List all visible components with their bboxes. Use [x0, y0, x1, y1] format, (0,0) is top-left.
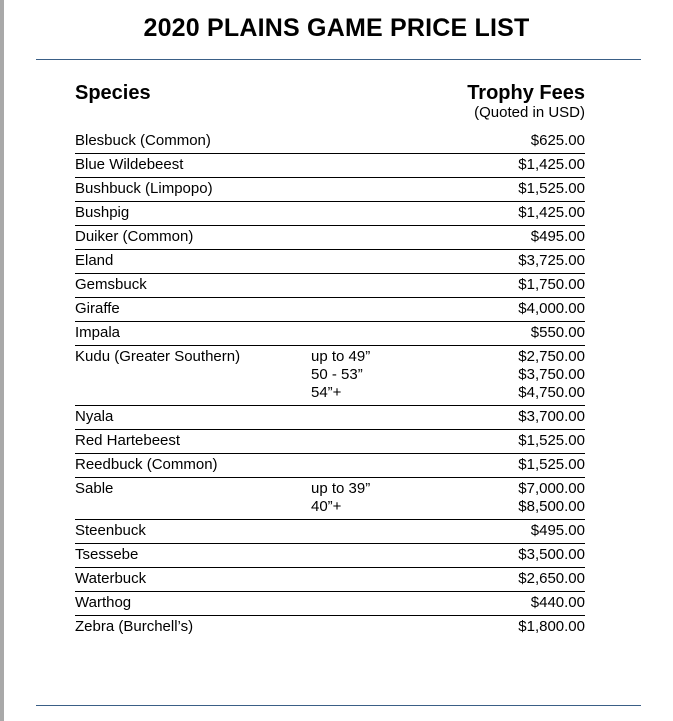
- price-value: $495.00: [530, 228, 585, 245]
- size-ranges: [311, 204, 431, 222]
- trophy-fees: [518, 546, 585, 564]
- price-table: [75, 130, 585, 639]
- table-row: [75, 454, 585, 478]
- fees-header-note: (Quoted in USD): [474, 104, 585, 121]
- table-row: [75, 226, 585, 250]
- size-range: [311, 594, 431, 612]
- trophy-fees: [531, 228, 585, 246]
- size-ranges: [311, 348, 431, 402]
- size-ranges: [311, 522, 431, 540]
- species-name: Steenbuck: [75, 522, 146, 539]
- species-column-header: Species: [75, 82, 151, 104]
- page-title: 2020 PLAINS GAME PRICE LIST: [143, 14, 530, 42]
- trophy-fees: [531, 324, 585, 342]
- price-value: $1,800.00: [518, 618, 585, 635]
- size-ranges: [311, 228, 431, 246]
- size-ranges: [311, 300, 431, 318]
- size-range: [311, 132, 431, 150]
- trophy-fees: [518, 204, 585, 222]
- table-row: [75, 406, 585, 430]
- species-name: Zebra (Burchell’s): [75, 618, 194, 635]
- size-ranges: [311, 180, 431, 198]
- species-name: Blue Wildebeest: [75, 156, 184, 173]
- price-value: $4,000.00: [518, 300, 585, 317]
- size-range: 40”+: [311, 498, 342, 515]
- species-name: Warthog: [75, 594, 132, 611]
- size-range: [311, 228, 431, 246]
- trophy-fees: [531, 522, 585, 540]
- species-name: Tsessebe: [75, 546, 139, 563]
- trophy-fees: [518, 252, 585, 270]
- price-value: $1,525.00: [518, 456, 585, 473]
- trophy-fees: [518, 618, 585, 636]
- size-range: up to 49”: [311, 348, 371, 365]
- trophy-fees: [518, 156, 585, 174]
- table-row: [75, 478, 585, 520]
- price-value: $2,750.00: [518, 348, 585, 365]
- size-range: 50 - 53”: [311, 366, 363, 383]
- size-range: [311, 156, 431, 174]
- species-name: Duiker (Common): [75, 228, 194, 245]
- species-name: Kudu (Greater Southern): [75, 348, 241, 365]
- price-value: $3,750.00: [518, 366, 585, 383]
- price-value: $4,750.00: [518, 384, 585, 401]
- price-value: $440.00: [530, 594, 585, 611]
- size-ranges: [311, 480, 431, 516]
- table-row: [75, 544, 585, 568]
- size-ranges: [311, 594, 431, 612]
- species-name: Waterbuck: [75, 570, 147, 587]
- size-ranges: [311, 456, 431, 474]
- size-ranges: [311, 156, 431, 174]
- table-row: [75, 274, 585, 298]
- trophy-fees: [518, 276, 585, 294]
- fees-header-title: Trophy Fees: [467, 82, 585, 104]
- size-range: [311, 204, 431, 222]
- trophy-fees: [518, 348, 585, 402]
- size-range: [311, 180, 431, 198]
- trophy-fees: [518, 456, 585, 474]
- trophy-fees: [518, 432, 585, 450]
- table-row: [75, 322, 585, 346]
- size-range: [311, 408, 431, 426]
- size-range: [311, 252, 431, 270]
- species-name: Eland: [75, 252, 114, 269]
- size-range: [311, 300, 431, 318]
- trophy-fees: [518, 180, 585, 198]
- trophy-fees: [518, 570, 585, 588]
- size-ranges: [311, 276, 431, 294]
- table-row: [75, 298, 585, 322]
- size-ranges: [311, 408, 431, 426]
- table-row: [75, 178, 585, 202]
- trophy-fees: [518, 480, 585, 516]
- size-range: [311, 276, 431, 294]
- size-range: [311, 324, 431, 342]
- size-ranges: [311, 324, 431, 342]
- price-value: $3,725.00: [518, 252, 585, 269]
- trophy-fees: [518, 300, 585, 318]
- price-value: $8,500.00: [518, 498, 585, 515]
- table-row: [75, 616, 585, 639]
- price-value: $550.00: [530, 324, 585, 341]
- size-range: [311, 432, 431, 450]
- price-value: $1,525.00: [518, 432, 585, 449]
- table-row: [75, 130, 585, 154]
- table-row: [75, 568, 585, 592]
- top-divider: [36, 59, 641, 60]
- price-value: $1,750.00: [518, 276, 585, 293]
- table-row: [75, 250, 585, 274]
- size-ranges: [311, 132, 431, 150]
- price-value: $3,500.00: [518, 546, 585, 563]
- size-range: [311, 456, 431, 474]
- price-value: $1,425.00: [518, 156, 585, 173]
- table-row: [75, 346, 585, 406]
- species-name: Gemsbuck: [75, 276, 147, 293]
- size-range: [311, 522, 431, 540]
- size-ranges: [311, 546, 431, 564]
- size-ranges: [311, 570, 431, 588]
- species-name: Giraffe: [75, 300, 120, 317]
- size-range: 54”+: [311, 384, 342, 401]
- species-name: Red Hartebeest: [75, 432, 181, 449]
- species-name: Blesbuck (Common): [75, 132, 211, 149]
- page-left-edge: [0, 0, 4, 721]
- price-value: $7,000.00: [518, 480, 585, 497]
- species-name: Bushpig: [75, 204, 130, 221]
- size-ranges: [311, 432, 431, 450]
- species-name: Sable: [75, 480, 114, 497]
- species-name: Impala: [75, 324, 121, 341]
- size-range: [311, 570, 431, 588]
- size-ranges: [311, 618, 431, 636]
- size-ranges: [311, 252, 431, 270]
- table-row: [75, 202, 585, 226]
- table-row: [75, 520, 585, 544]
- size-range: [311, 546, 431, 564]
- price-value: $1,425.00: [518, 204, 585, 221]
- table-row: [75, 430, 585, 454]
- trophy-fees: [518, 408, 585, 426]
- price-value: $1,525.00: [518, 180, 585, 197]
- species-name: Bushbuck (Limpopo): [75, 180, 213, 197]
- trophy-fees: [531, 594, 585, 612]
- table-row: [75, 592, 585, 616]
- species-name: Nyala: [75, 408, 114, 425]
- trophy-fees: [531, 132, 585, 150]
- size-range: [311, 618, 431, 636]
- price-value: $495.00: [530, 522, 585, 539]
- bottom-divider: [36, 705, 641, 706]
- price-value: $2,650.00: [518, 570, 585, 587]
- fees-column-header: [467, 82, 585, 122]
- table-row: [75, 154, 585, 178]
- species-name: Reedbuck (Common): [75, 456, 218, 473]
- size-range: up to 39”: [311, 480, 371, 497]
- price-value: $3,700.00: [518, 408, 585, 425]
- price-value: $625.00: [530, 132, 585, 149]
